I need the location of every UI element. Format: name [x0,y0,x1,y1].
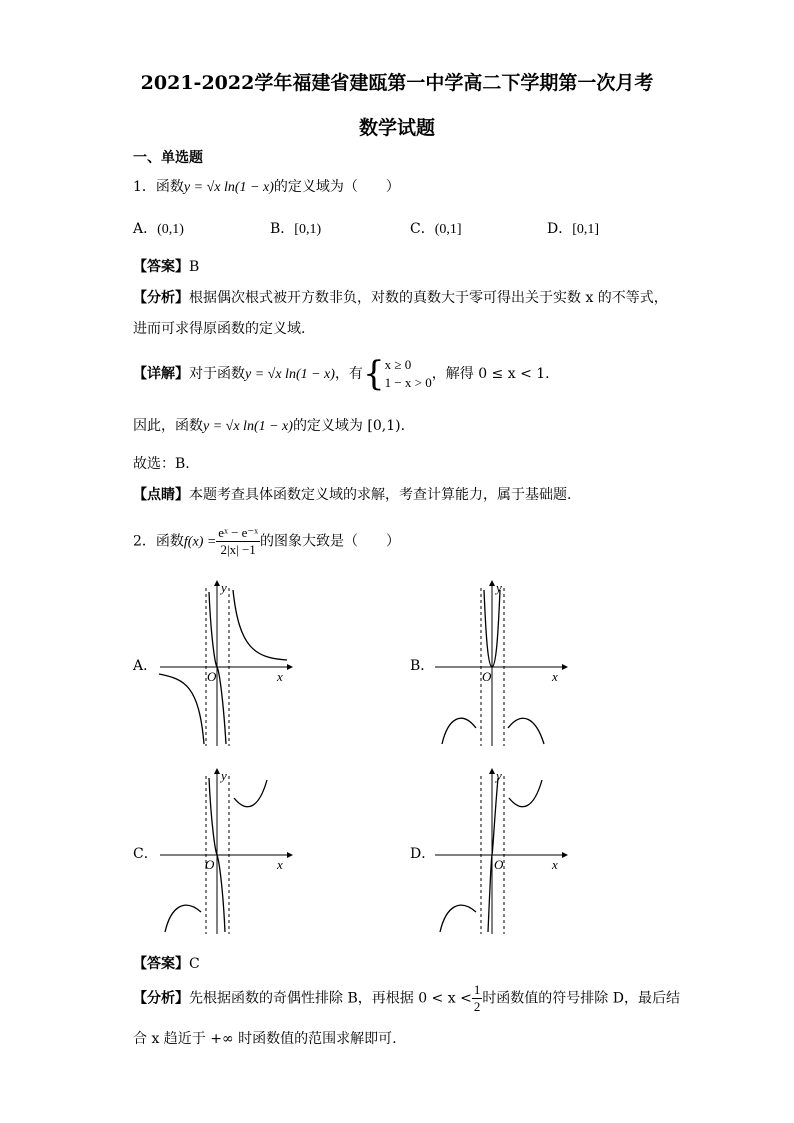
q2-answer: 【答案】C [133,956,200,972]
curve-left [159,674,204,744]
curve-right [233,590,287,660]
origin-label: O [494,857,504,872]
q2-graph-b [430,578,570,748]
q1-answer: 【答案】B [133,259,200,275]
q2-option-b-label: B． [410,658,435,674]
y-axis-arrow [489,580,495,586]
origin-label: O [482,669,492,684]
section-heading: 一、单选题 [133,150,203,166]
q1-option-b: B．[0,1) [270,221,322,237]
q1-analysis-line-1: 【分析】根据偶次根式被开方数非负，对数的真数大于零可得出关于实数 x 的不等式， [133,290,668,306]
q2-graph-a [155,578,295,748]
y-axis-arrow [214,580,220,586]
q2-option-d-label: D． [410,846,436,862]
x-label: x [277,669,283,684]
x-label: x [277,857,283,872]
q1-therefore: 因此，函数y = √x ln(1 − x)的定义域为 [0,1). [133,418,406,434]
q2-graph-c [155,766,295,936]
x-axis-arrow [287,664,293,670]
q2-option-a-label: A． [133,658,158,674]
curve-right [234,780,267,807]
q1-option-d: D．[0,1] [547,221,600,237]
q1-option-c: C．(0,1] [410,221,462,237]
origin-label: O [207,669,217,684]
q2-analysis-line-1: 【分析】先根据函数的奇偶性排除 B，再根据 0 < x < $\frac{1}{2}$ 时函数值的符号排除 D，最后结 [133,982,680,1014]
curve-right [509,780,542,807]
q2-analysis-fraction: $\frac{1}{2}$ [473,982,481,1014]
q1-analysis-line-2: 进而可求得原函数的定义域. [133,321,306,337]
question-2-stem: 2．函数f(x) = $\frac{\text{eˣ − e⁻ˣ}}{2|x| -1}$ 的图象大致是（ ） [133,525,401,557]
x-label: x [552,857,558,872]
q2-graph-d [430,766,570,936]
x-label: x [552,669,558,684]
question-1-function: y = √x ln(1 − x) [183,180,274,195]
q1-comment: 【点睛】本题考查具体函数定义域的求解，考查计算能力，属于基础题. [133,487,572,503]
y-label: y [221,580,227,595]
q1-option-a: A．(0,1) [133,221,184,237]
q2-option-c-label: C． [133,846,158,862]
question-1-number: 1．函数 [133,179,184,195]
q1-choose: 故选：B. [133,456,190,472]
y-axis-arrow [489,768,495,774]
question-2-number: 2．函数 [133,533,184,550]
question-1-suffix: 的定义域为（ ） [273,179,400,195]
y-label: y [496,580,502,595]
page-subtitle: 数学试题 [358,117,435,139]
question-2-fraction: $\frac{\text{eˣ − e⁻ˣ}}{2|x| -1}$ [218,525,259,557]
curve-left [442,718,476,744]
question-1-stem [133,176,400,196]
question-2-suffix: 的图象大致是（ ） [260,533,401,550]
curve-left [165,905,201,932]
q2-analysis-line-2: 合 x 趋近于 +∞ 时函数值的范围求解即可. [133,1031,397,1047]
x-axis-arrow [562,852,568,858]
y-label: y [221,768,227,783]
y-axis-arrow [214,768,220,774]
curve-left [440,905,476,932]
curve-right [508,718,544,744]
page-title: 2021-2022学年福建省建瓯第一中学高二下学期第一次月考 [140,72,654,94]
x-axis-arrow [287,852,293,858]
q1-detail: 【详解】对于函数y = √x ln(1 − x)，有{ x ≥ 0 1 − x > 0 ，解得 0 ≤ x < 1. [133,354,550,394]
origin-label: O [205,857,215,872]
x-axis-arrow [562,664,568,670]
y-label: y [496,768,502,783]
